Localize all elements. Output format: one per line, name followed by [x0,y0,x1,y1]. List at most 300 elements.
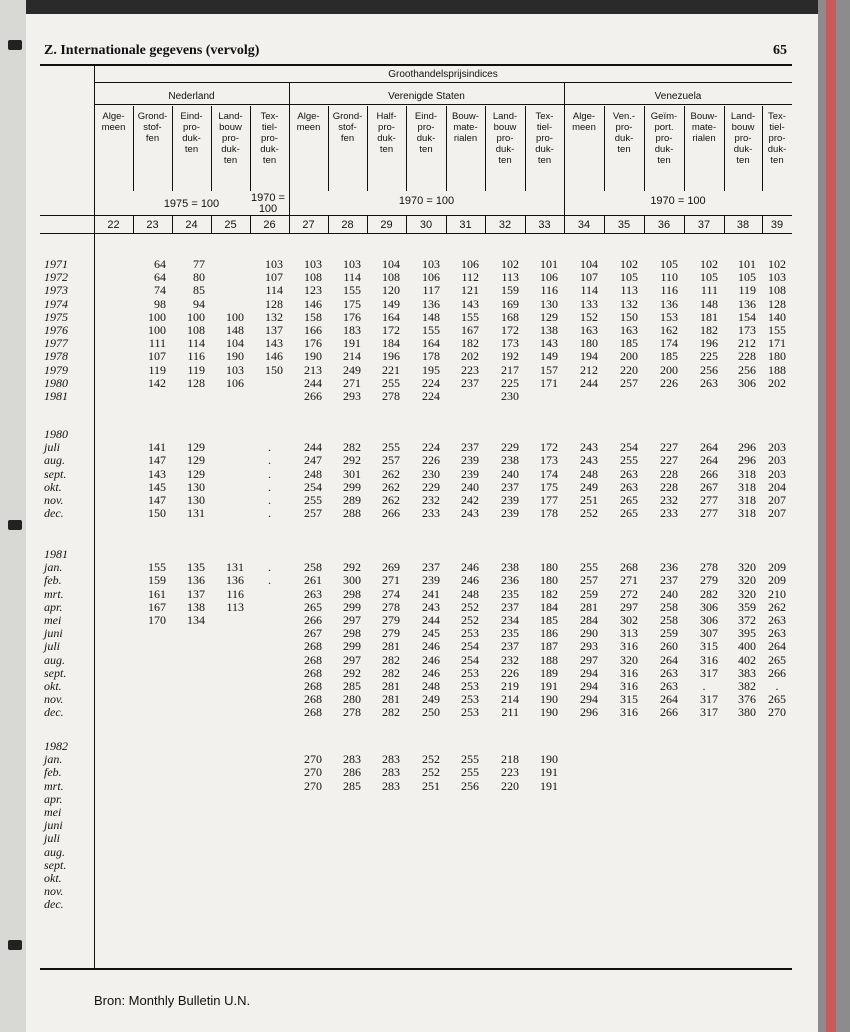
table-cell: . [268,440,271,455]
row-label: apr. [44,599,63,614]
table-cell: . [268,560,271,575]
table-cell: 297 [620,599,638,614]
table-cell: 266 [304,389,322,403]
row-label: juli [44,831,61,846]
table-cell: 116 [187,349,205,364]
table-cell: 226 [422,453,440,468]
table-cell: 119 [148,362,166,377]
table-cell: . [268,493,271,507]
table-cell: 202 [768,375,786,390]
table-cell: 283 [382,752,400,767]
table-cell: 130 [187,493,205,507]
page-number: 65 [773,43,787,58]
table-cell: 146 [265,349,283,364]
row-label: jan. [44,752,63,767]
table-cell: 244 [304,440,322,455]
column-header: Eind- pro- duk- ten [180,111,203,155]
table-cell: 376 [738,692,756,707]
table-cell: 306 [700,599,718,614]
table-cell: 278 [382,389,400,403]
table-cell: 239 [461,466,479,481]
table-cell: 136 [422,296,440,311]
table-cell: 105 [700,270,718,285]
table-cell: 129 [540,309,558,324]
table-cell: 110 [660,270,678,285]
table-cell: 228 [738,349,756,364]
table-cell: 271 [620,573,638,588]
table-cell: 281 [382,679,400,693]
column-number: 32 [498,219,512,231]
table-cell: 262 [768,599,786,614]
table-cell: 114 [187,336,205,351]
table-cell: 74 [154,283,166,298]
row-label: nov. [44,884,64,899]
row-label: 1981 [44,547,68,561]
table-cell: 111 [700,283,718,298]
table-cell: 282 [343,440,361,455]
table-cell: 262 [382,466,400,481]
table-cell: 246 [422,665,440,680]
binder-hole [8,940,22,950]
row-label: aug. [44,652,65,667]
table-cell: 200 [620,349,638,364]
table-cell: 251 [580,493,598,507]
table-cell: 249 [343,362,361,377]
table-cell: 317 [700,692,718,707]
table-cell: 320 [738,573,756,588]
table-cell: 268 [304,639,322,654]
table-cell: 255 [461,765,479,780]
table-cell: 298 [343,626,361,641]
table-cell: 236 [501,573,519,588]
row-label: juli [44,440,61,455]
table-cell: 107 [148,349,166,364]
table-cell: 214 [343,349,361,364]
table-cell: 112 [461,270,479,285]
table-cell: 297 [343,652,361,667]
row-label: 1974 [44,296,68,311]
table-cell: 263 [620,466,638,481]
column-header: Eind- pro- duk- ten [414,111,438,155]
table-cell: 248 [422,679,440,693]
table-cell: 185 [620,336,638,351]
table-cell: 182 [461,336,479,351]
table-cell: 173 [540,453,558,468]
table-cell: 239 [501,506,519,521]
table-cell: 400 [738,639,756,654]
row-label: 1971 [44,257,68,271]
table-cell: 170 [148,613,166,627]
table-cell: 282 [382,705,400,720]
table-cell: 248 [461,586,479,601]
table-cell: 235 [501,586,519,601]
table-cell: 240 [660,586,678,601]
table-cell: 189 [540,665,558,680]
table-cell: 302 [620,613,638,627]
table-cell: 106 [461,257,479,271]
table-cell: 280 [343,692,361,707]
table-cell: 186 [540,626,558,641]
table-cell: 104 [226,336,244,351]
row-label: nov. [44,692,64,707]
table-cell: 313 [620,626,638,641]
table-cell: 153 [660,309,678,324]
table-cell: 104 [382,257,400,271]
table-cell: 238 [501,560,519,575]
row-label: dec. [44,705,64,720]
table-cell: 204 [768,479,786,494]
country-divider [564,83,565,233]
table-cell: 178 [422,349,440,364]
table-cell: 255 [580,560,598,575]
table-cell: 106 [226,375,244,390]
table-cell: 383 [738,665,756,680]
table-cell: 243 [461,506,479,521]
table-cell: 264 [660,652,678,667]
table-cell: 77 [193,257,205,271]
table-cell: 154 [738,309,756,324]
table-cell: 155 [768,323,786,337]
table-cell: 176 [304,336,322,351]
row-label: 1980 [44,427,68,441]
table-cell: 138 [187,599,205,614]
table-cell: 255 [382,375,400,390]
table-cell: 155 [422,323,440,337]
table-cell: 147 [148,453,166,468]
table-cell: 268 [304,665,322,680]
table-cell: 135 [187,560,205,575]
table-cell: 224 [422,440,440,455]
table-cell: 246 [461,573,479,588]
table-cell: 255 [620,453,638,468]
table-cell: 218 [501,752,519,767]
row-label: 1976 [44,323,68,337]
column-header: Tex- tiel- pro- duk- ten [535,111,554,166]
table-cell: 173 [738,323,756,337]
table-cell: 134 [187,613,205,627]
column-number: 27 [302,219,315,231]
row-label: 1982 [44,739,68,753]
table-cell: 119 [738,283,756,298]
table-cell: 382 [738,679,756,693]
table-cell: 237 [501,599,519,614]
table-cell: 219 [501,679,519,693]
table-cell: 221 [382,362,400,377]
table-cell: 281 [382,692,400,707]
table-cell: 188 [540,652,558,667]
table-cell: 237 [422,560,440,575]
table-cell: 229 [501,440,519,455]
country-nederland: Nederland [168,91,215,102]
table-cell: 278 [700,560,718,575]
document-page [26,14,818,1032]
table-cell: 254 [620,440,638,455]
column-number: 35 [617,219,631,231]
table-cell: 246 [461,560,479,575]
table-cell: 174 [660,336,678,351]
table-cell: 296 [580,705,598,720]
table-cell: 293 [580,639,598,654]
table-cell: 241 [422,586,440,601]
table-cell: 259 [580,586,598,601]
table-cell: 196 [382,349,400,364]
row-label: feb. [44,573,62,588]
table-cell: 256 [700,362,718,377]
bottom-rule [40,968,792,970]
table-cell: 159 [148,573,166,588]
table-cell: 229 [422,479,440,494]
table-cell: 203 [768,453,786,468]
table-cell: 315 [700,639,718,654]
table-cell: 181 [700,309,718,324]
table-cell: 180 [540,573,558,588]
table-cell: 217 [501,362,519,377]
table-cell: 123 [304,283,322,298]
row-label: juni [44,818,63,833]
table-cell: 116 [226,586,244,601]
table-cell: 225 [700,349,718,364]
country-divider [289,83,290,233]
table-cell: 238 [501,453,519,468]
table-cell: 317 [700,665,718,680]
table-cell: 203 [768,440,786,455]
table-cell: 268 [620,560,638,575]
table-cell: 317 [700,705,718,720]
table-cell: 167 [461,323,479,337]
table-cell: 270 [768,705,786,720]
table-cell: 284 [580,613,598,627]
table-cell: 137 [187,586,205,601]
table-cell: 258 [660,599,678,614]
table-cell: 239 [501,493,519,507]
table-cell: 150 [265,362,283,377]
table-cell: 150 [620,309,638,324]
table-cell: 224 [422,375,440,390]
table-cell: 180 [540,560,558,575]
column-number: 22 [107,219,120,231]
table-cell: 147 [148,493,166,507]
table-cell: 106 [422,270,440,285]
table-cell: 119 [187,362,205,377]
table-cell: 191 [343,336,361,351]
country-verenigde-staten: Verenigde Staten [388,91,465,102]
table-cell: 265 [768,692,786,707]
table-cell: 252 [422,752,440,767]
table-cell: 239 [422,573,440,588]
table-cell: 227 [660,440,678,455]
table-cell: 164 [422,336,440,351]
row-label: jan. [44,560,63,575]
table-cell: 129 [187,440,205,455]
table-cell: 283 [382,778,400,793]
table-cell: 395 [738,626,756,641]
table-cell: 266 [304,613,322,627]
table-cell: 148 [226,323,244,337]
table-cell: 257 [304,506,322,521]
base-ve: 1970 = 100 [650,195,706,207]
table-cell: 257 [580,573,598,588]
row-label: 1977 [44,336,68,351]
base-us: 1970 = 100 [398,195,455,207]
table-cell: 184 [382,336,400,351]
table-cell: 296 [738,453,756,468]
table-cell: 380 [738,705,756,720]
table-cell: 297 [580,652,598,667]
table-cell: 282 [382,665,400,680]
table-cell: 224 [422,389,440,403]
table-cell: 237 [660,573,678,588]
table-cell: 306 [700,613,718,627]
table-cell: 318 [738,506,756,521]
table-cell: 162 [660,323,678,337]
table-cell: 277 [700,506,718,521]
table-cell: 246 [422,639,440,654]
table-cell: 266 [700,466,718,481]
table-cell: 315 [620,692,638,707]
table-cell: 172 [382,323,400,337]
table-cell: 129 [187,453,205,468]
table-cell: 252 [461,599,479,614]
table-cell: 191 [540,679,558,693]
row-label: juli [44,639,61,654]
table-cell: 157 [540,362,558,377]
table-cell: 243 [580,440,598,455]
column-header: Tex- tiel- pro- duk- ten [260,111,279,166]
table-cell: 148 [700,296,718,311]
table-cell: 172 [540,440,558,455]
column-header: Half- pro- duk- ten [376,111,397,155]
table-cell: 113 [501,270,519,285]
table-cell: 136 [226,573,244,588]
table-cell: 212 [580,362,598,377]
column-number: 39 [770,219,784,231]
table-cell: 137 [265,323,283,337]
base-nl-main: 1975 = 100 [163,198,220,210]
table-cell: 190 [540,692,558,707]
table-cell: 262 [382,493,400,507]
table-cell: 187 [540,639,558,654]
table-cell: . [268,479,271,494]
table-cell: 263 [620,479,638,494]
table-cell: 301 [343,466,361,481]
table-cell: 316 [620,705,638,720]
table-cell: 149 [382,296,400,311]
table-cell: 143 [540,336,558,351]
row-label: sept. [44,857,67,872]
table-cell: 244 [422,613,440,627]
table-cell: 263 [660,679,678,693]
table-cell: 228 [660,466,678,481]
table-cell: 249 [580,479,598,494]
table-cell: 285 [343,679,361,693]
table-cell: 164 [382,309,400,324]
table-cell: 133 [580,296,598,311]
table-cell: 281 [580,599,598,614]
table-cell: 171 [540,375,558,390]
row-label: sept. [44,665,67,680]
column-number: 29 [380,219,393,231]
table-cell: 316 [620,665,638,680]
column-header: Bouw- mate- rialen [690,111,718,144]
table-cell: 244 [580,375,598,390]
table-cell: 136 [660,296,678,311]
table-cell: 261 [304,573,322,588]
table-cell: 253 [461,679,479,693]
table-cell: 155 [343,283,361,298]
table-cell: 190 [304,349,322,364]
table-cell: 155 [461,309,479,324]
column-header: Grond- stof- fen [137,111,168,144]
table-cell: 266 [660,705,678,720]
table-cell: 250 [422,705,440,720]
table-cell: 220 [501,778,519,793]
table-cell: 103 [422,257,440,271]
row-label: juni [44,626,63,641]
table-cell: 253 [461,705,479,720]
column-number: 38 [736,219,750,231]
table-cell: 228 [660,479,678,494]
column-number: 33 [538,219,551,231]
table-cell: 267 [700,479,718,494]
table-cell: 256 [461,778,479,793]
table-cell: 279 [700,573,718,588]
table-cell: 254 [461,639,479,654]
table-cell: 131 [226,560,244,575]
table-cell: 237 [461,375,479,390]
table-cell: 203 [768,466,786,481]
column-header: Alge- meen [296,111,321,133]
table-cell: 107 [265,270,283,285]
column-number: 25 [224,219,237,231]
row-label: okt. [44,479,62,494]
table-cell: 307 [700,626,718,641]
table-cell: 232 [422,493,440,507]
table-cell: 259 [660,626,678,641]
table-cell: 260 [660,639,678,654]
table-cell: 184 [540,599,558,614]
table-cell: 248 [304,466,322,481]
table-cell: 182 [540,586,558,601]
table-cell: 155 [148,560,166,575]
table-cell: 265 [620,506,638,521]
top-rule [40,64,792,66]
table-cell: 152 [580,309,598,324]
table-cell: 297 [343,613,361,627]
table-cell: 220 [620,362,638,377]
table-cell: 146 [304,296,322,311]
column-header: Land- bouw pro- duk- ten [492,111,518,166]
table-cell: 185 [660,349,678,364]
table-cell: 191 [540,765,558,780]
column-header: Grond- stof- fen [332,111,363,144]
table-cell: 136 [738,296,756,311]
table-cell: 145 [148,479,166,494]
table-cell: 192 [501,349,519,364]
table-cell: 64 [154,257,166,271]
table-cell: 227 [660,453,678,468]
table-cell: 226 [501,665,519,680]
row-label: 1975 [44,309,68,324]
row-label: aug. [44,844,65,859]
table-cell: 233 [660,506,678,521]
page-title: Z. Internationale gegevens (vervolg) [44,43,260,58]
base-rule [40,215,792,216]
column-number: 30 [419,219,433,231]
table-cell: 130 [187,479,205,494]
row-label: 1978 [44,349,68,364]
table-cell: 214 [501,692,519,707]
table-cell: 256 [738,362,756,377]
